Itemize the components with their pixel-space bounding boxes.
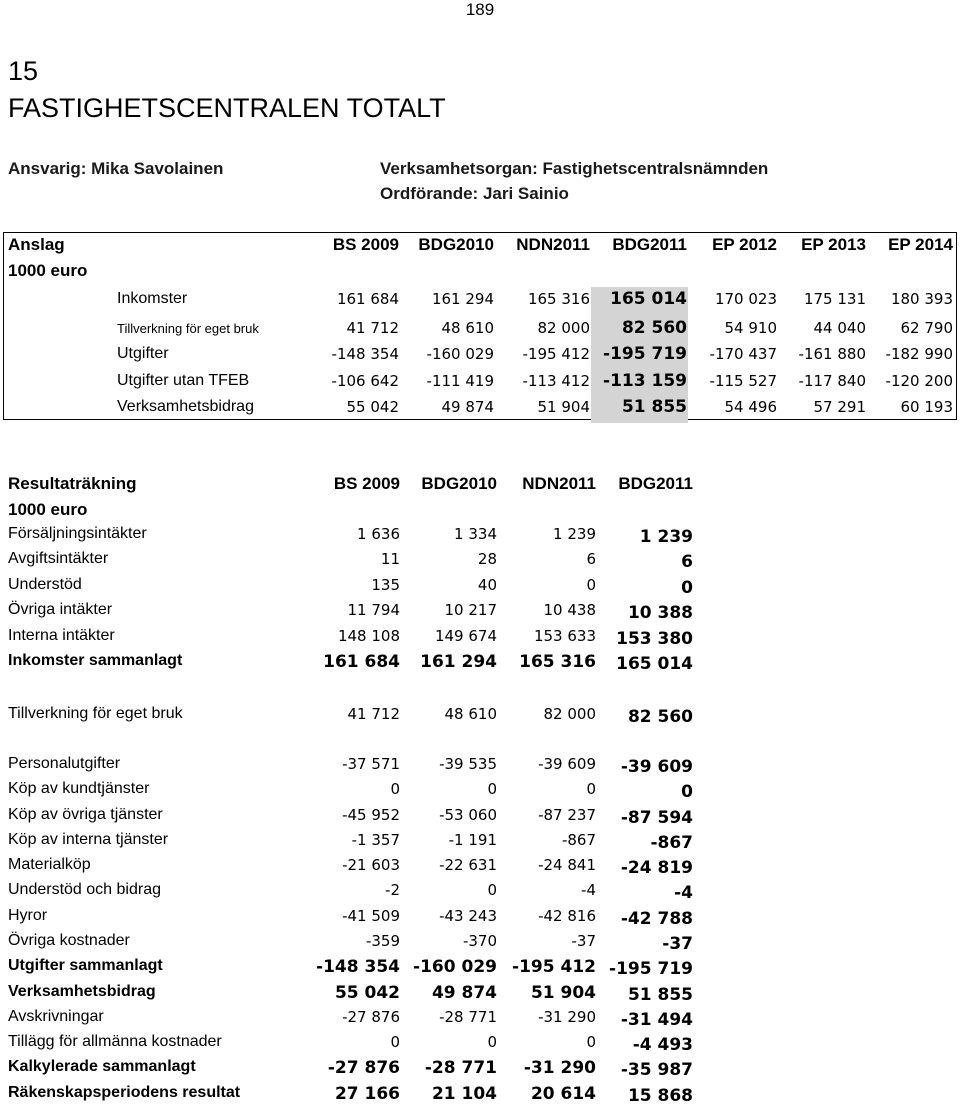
resultat-cell: -28 771 [439, 1008, 497, 1026]
anslag-row-label: Utgifter [117, 345, 169, 362]
resultat-cell: 6 [586, 550, 596, 568]
resultat-cell: -867 [650, 833, 693, 853]
resultat-cell: 161 294 [420, 652, 497, 672]
resultat-row-label: Övriga kostnader [8, 932, 130, 949]
resultat-row-label: Tillägg för allmänna kostnader [8, 1033, 222, 1050]
resultat-cell: -359 [365, 932, 400, 950]
anslag-row-label: Verksamhetsbidrag [117, 398, 254, 415]
resultat-cell: -87 237 [538, 806, 596, 824]
resultat-cell: 27 166 [334, 1084, 400, 1104]
anslag-col-header: NDN2011 [516, 235, 590, 254]
resultat-cell: 1 334 [454, 525, 497, 543]
organ-name: Verksamhetsorgan: Fastighetscentralsnämnden [380, 159, 769, 178]
resultat-cell: -39 609 [538, 755, 596, 773]
resultat-cell: 0 [586, 780, 596, 798]
resultat-cell: 10 438 [543, 601, 596, 619]
anslag-unit: 1000 euro [8, 261, 88, 280]
resultat-cell: 0 [487, 780, 497, 798]
resultat-cell: -31 290 [538, 1008, 596, 1026]
resultat-cell: 149 674 [434, 627, 497, 645]
resultat-cell: 11 [380, 550, 400, 568]
anslag-cell: -106 642 [331, 372, 399, 390]
resultat-cell: 48 610 [444, 705, 497, 723]
resultat-unit: 1000 euro [8, 500, 88, 519]
anslag-cell: 48 610 [441, 319, 494, 337]
resultat-cell: -195 719 [609, 959, 693, 979]
resultat-cell: -4 [581, 881, 596, 899]
anslag-cell: 82 000 [537, 319, 590, 337]
anslag-cell: 161 684 [336, 290, 399, 308]
page-number: 189 [465, 0, 495, 19]
resultat-cell: 153 380 [616, 629, 693, 649]
anslag-cell: -182 990 [885, 345, 953, 363]
resultat-cell: 15 868 [627, 1086, 693, 1106]
resultat-cell: 82 560 [627, 707, 693, 727]
anslag-cell: -115 527 [709, 372, 777, 390]
resultat-row-label: Inkomster sammanlagt [8, 652, 183, 669]
chapter-title: FASTIGHETSCENTRALEN TOTALT [8, 93, 446, 123]
resultat-row-label: Verksamhetsbidrag [8, 983, 156, 1000]
resultat-cell: -370 [462, 932, 497, 950]
resultat-cell: 0 [681, 782, 693, 802]
anslag-cell: 57 291 [813, 398, 866, 416]
resultat-cell: -28 771 [424, 1058, 497, 1078]
anslag-col-header: BDG2011 [612, 235, 687, 254]
anslag-cell: 161 294 [431, 290, 494, 308]
resultat-cell: 21 104 [431, 1084, 497, 1104]
anslag-cell: 62 790 [900, 319, 953, 337]
resultat-cell: -1 357 [351, 831, 400, 849]
resultat-row-label: Kalkylerade sammanlagt [8, 1058, 196, 1075]
resultat-cell: 55 042 [334, 983, 400, 1003]
resultat-cell: 10 388 [627, 603, 693, 623]
resultat-col-header: BS 2009 [333, 474, 400, 493]
resultat-cell: -24 819 [620, 858, 693, 878]
resultat-cell: 0 [390, 1033, 400, 1051]
anslag-cell: -117 840 [798, 372, 866, 390]
anslag-cell: -161 880 [798, 345, 866, 363]
resultat-cell: -31 494 [620, 1010, 693, 1030]
resultat-cell: 49 874 [431, 983, 497, 1003]
anslag-cell: 60 193 [900, 398, 953, 416]
anslag-cell: -170 437 [709, 345, 777, 363]
resultat-row-label: Köp av övriga tjänster [8, 806, 163, 823]
resultat-cell: 40 [477, 576, 497, 594]
anslag-cell: 180 393 [890, 290, 953, 308]
resultat-row-label: Hyror [8, 907, 48, 924]
resultat-cell: 28 [477, 550, 497, 568]
resultat-cell: -45 952 [342, 806, 400, 824]
resultat-cell: 0 [487, 881, 497, 899]
resultat-cell: -160 029 [413, 957, 497, 977]
resultat-cell: 1 636 [357, 525, 400, 543]
anslag-cell: 165 316 [527, 290, 590, 308]
resultat-row-label: Räkenskapsperiodens resultat [8, 1084, 241, 1101]
resultat-cell: -87 594 [620, 808, 693, 828]
resultat-cell: 165 014 [616, 654, 693, 674]
resultat-cell: 0 [487, 1033, 497, 1051]
resultat-cell: 1 239 [639, 527, 693, 547]
responsible-person: Ansvarig: Mika Savolainen [8, 159, 224, 178]
anslag-cell: -111 419 [426, 372, 494, 390]
resultat-cell: 10 217 [444, 601, 497, 619]
resultat-row-label: Utgifter sammanlagt [8, 957, 163, 974]
resultat-cell: -148 354 [316, 957, 400, 977]
anslag-cell: 170 023 [714, 290, 777, 308]
resultat-cell: -35 987 [620, 1060, 693, 1080]
chapter-number: 15 [8, 56, 39, 86]
resultat-cell: -867 [561, 831, 596, 849]
resultat-row-label: Köp av kundtjänster [8, 780, 150, 797]
resultat-col-header: BDG2010 [421, 474, 497, 493]
resultat-cell: -53 060 [439, 806, 497, 824]
anslag-cell: 51 904 [537, 398, 590, 416]
resultat-cell: 6 [681, 552, 693, 572]
resultat-cell: -42 816 [538, 907, 596, 925]
anslag-col-header: EP 2012 [712, 235, 777, 254]
resultat-cell: -43 243 [439, 907, 497, 925]
anslag-col-header: BS 2009 [332, 235, 399, 254]
anslag-title: Anslag [8, 235, 65, 254]
resultat-cell: 51 855 [627, 985, 693, 1005]
anslag-cell: 55 042 [346, 398, 399, 416]
anslag-cell: 54 496 [724, 398, 777, 416]
anslag-cell: 41 712 [346, 319, 399, 337]
resultat-cell: 161 684 [323, 652, 400, 672]
resultat-cell: -4 493 [632, 1035, 693, 1055]
resultat-row-label: Interna intäkter [8, 627, 115, 644]
resultat-cell: -37 [662, 934, 693, 954]
anslag-cell: 82 560 [621, 318, 687, 338]
resultat-row-label: Personalutgifter [8, 755, 121, 772]
resultat-cell: 11 794 [347, 601, 400, 619]
resultat-cell: 51 904 [530, 983, 596, 1003]
resultat-col-header: BDG2011 [618, 474, 693, 493]
resultat-row-label: Köp av interna tjänster [8, 831, 169, 848]
resultat-col-header: NDN2011 [522, 474, 596, 493]
resultat-row-label: Understöd och bidrag [8, 881, 161, 898]
anslag-row-label: Inkomster [117, 290, 188, 307]
resultat-cell: -42 788 [620, 909, 693, 929]
resultat-cell: 0 [681, 578, 693, 598]
resultat-cell: -27 876 [342, 1008, 400, 1026]
resultat-row-label: Avskrivningar [8, 1008, 104, 1025]
anslag-cell: -160 029 [426, 345, 494, 363]
anslag-cell: -195 412 [522, 345, 590, 363]
anslag-col-header: EP 2013 [801, 235, 866, 254]
anslag-col-header: BDG2010 [418, 235, 494, 254]
anslag-row-label: Tillverkning för eget bruk [117, 321, 259, 336]
resultat-cell: 148 108 [337, 627, 400, 645]
anslag-cell: 51 855 [621, 397, 687, 417]
resultat-cell: -31 290 [523, 1058, 596, 1078]
resultat-cell: -37 [571, 932, 596, 950]
resultat-cell: 135 [371, 576, 400, 594]
resultat-cell: 153 633 [533, 627, 596, 645]
resultat-cell: 165 316 [519, 652, 596, 672]
chairperson: Ordförande: Jari Sainio [380, 184, 569, 203]
resultat-row-label: Understöd [8, 576, 82, 593]
resultat-cell: 82 000 [543, 705, 596, 723]
anslag-cell: -113 412 [522, 372, 590, 390]
anslag-cell: -148 354 [331, 345, 399, 363]
anslag-cell: 44 040 [813, 319, 866, 337]
anslag-cell: 49 874 [441, 398, 494, 416]
resultat-row-label: Avgiftsintäkter [8, 550, 109, 567]
resultat-cell: -1 191 [448, 831, 497, 849]
resultat-title: Resultaträkning [8, 474, 137, 493]
anslag-cell: 165 014 [610, 289, 687, 309]
resultat-row-label: Försäljningsintäkter [8, 525, 147, 542]
anslag-cell: -120 200 [885, 372, 953, 390]
resultat-cell: -4 [674, 883, 693, 903]
anslag-cell: 54 910 [724, 319, 777, 337]
resultat-row-label: Tillverkning för eget bruk [8, 705, 183, 722]
resultat-cell: 0 [390, 780, 400, 798]
anslag-cell: -195 719 [603, 344, 687, 364]
resultat-cell: 41 712 [347, 705, 400, 723]
resultat-cell: 20 614 [530, 1084, 596, 1104]
anslag-col-header: EP 2014 [888, 235, 953, 254]
anslag-cell: -113 159 [603, 371, 687, 391]
anslag-row-label: Utgifter utan TFEB [117, 372, 250, 389]
resultat-cell: -21 603 [342, 856, 400, 874]
resultat-cell: -2 [385, 881, 400, 899]
anslag-cell: 175 131 [803, 290, 866, 308]
resultat-cell: -24 841 [538, 856, 596, 874]
resultat-cell: -27 876 [327, 1058, 400, 1078]
resultat-cell: -195 412 [512, 957, 596, 977]
resultat-cell: -37 571 [342, 755, 400, 773]
resultat-cell: 1 239 [553, 525, 596, 543]
resultat-cell: -22 631 [439, 856, 497, 874]
resultat-cell: 0 [586, 576, 596, 594]
resultat-row-label: Övriga intäkter [8, 601, 113, 618]
resultat-row-label: Materialköp [8, 856, 91, 873]
resultat-cell: -39 535 [439, 755, 497, 773]
resultat-cell: -39 609 [620, 757, 693, 777]
resultat-cell: -41 509 [342, 907, 400, 925]
resultat-cell: 0 [586, 1033, 596, 1051]
